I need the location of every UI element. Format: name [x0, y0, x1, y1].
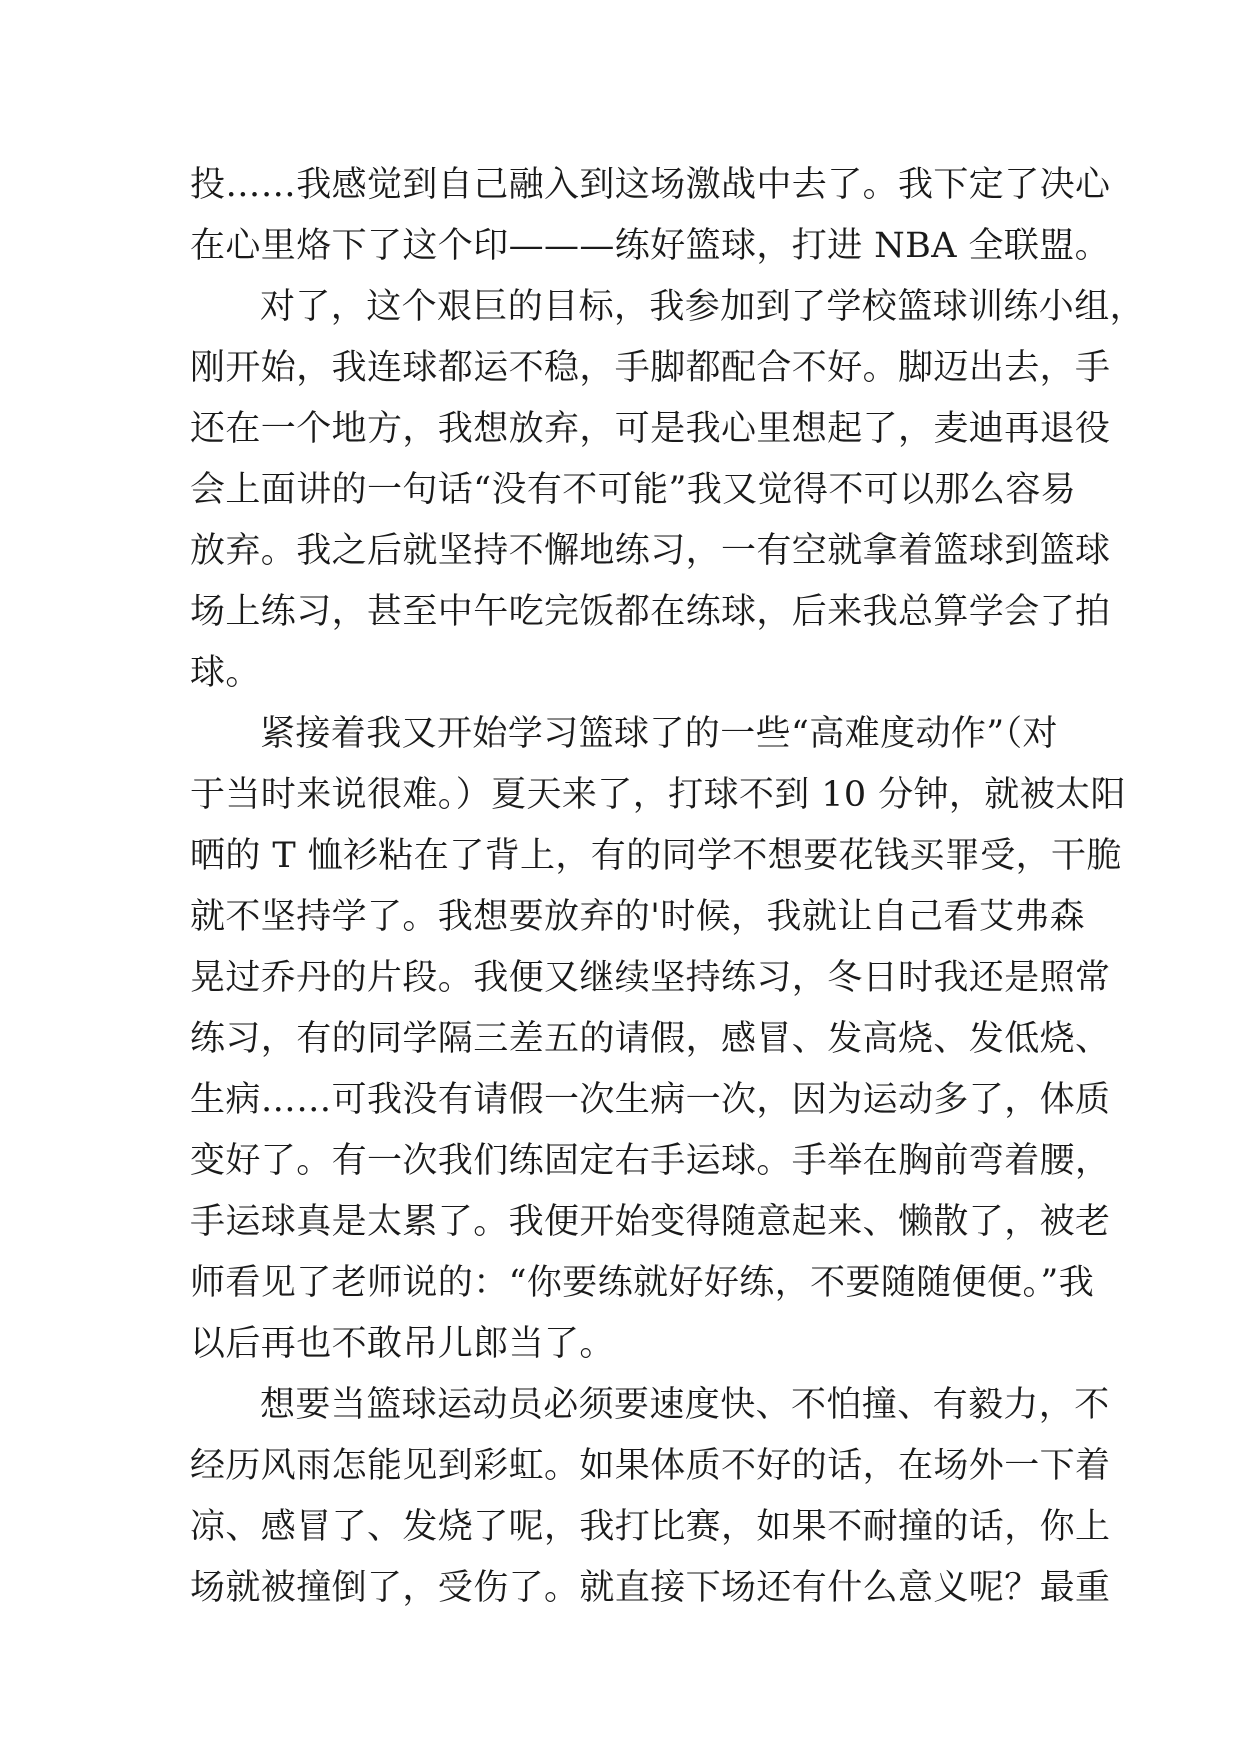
document-body [190, 155, 1146, 1619]
text-line: 场就被撞倒了，受伤了。就直接下场还有什么意义呢？最重 [190, 1568, 1111, 1608]
text-line: 还在一个地方，我想放弃，可是我心里想起了，麦迪再退役 [190, 409, 1111, 449]
text-line: 经历风雨怎能见到彩虹。如果体质不好的话，在场外一下着 [190, 1446, 1111, 1486]
text-line: 放弃。我之后就坚持不懈地练习，一有空就拿着篮球到篮球 [190, 531, 1111, 571]
text-line: 就不坚持学了。我想要放弃的'时候，我就让自己看艾弗森 [190, 897, 1086, 937]
text-line: 师看见了老师说的：“你要练就好好练，不要随随便便。”我 [190, 1263, 1095, 1303]
paragraph-first-line: 对了，这个艰巨的目标，我参加到了学校篮球训练小组， [260, 287, 1146, 327]
text-line: 练习，有的同学隔三差五的请假，感冒、发高烧、发低烧、 [190, 1019, 1111, 1059]
text-line: 手运球真是太累了。我便开始变得随意起来、懒散了，被老 [190, 1202, 1111, 1242]
text-line: 会上面讲的一句话“没有不可能”我又觉得不可以那么容易 [190, 470, 1077, 510]
text-line: 球。 [190, 653, 261, 693]
paragraph-first-line: 想要当篮球运动员必须要速度快、不怕撞、有毅力，不 [260, 1385, 1110, 1425]
text-line: 在心里烙下了这个印———练好篮球，打进 NBA 全联盟。 [190, 226, 1111, 266]
text-line: 晃过乔丹的片段。我便又继续坚持练习，冬日时我还是照常 [190, 958, 1111, 998]
text-line: 凉、感冒了、发烧了呢，我打比赛，如果不耐撞的话，你上 [190, 1507, 1111, 1547]
text-line: 投……我感觉到自己融入到这场激战中去了。我下定了决心 [190, 165, 1111, 205]
text-line: 晒的 T 恤衫粘在了背上，有的同学不想要花钱买罪受，干脆 [190, 836, 1122, 876]
text-line: 于当时来说很难。）夏天来了，打球不到 10 分钟，就被太阳 [190, 775, 1126, 815]
text-line: 生病……可我没有请假一次生病一次，因为运动多了，体质 [190, 1080, 1111, 1120]
text-line: 以后再也不敢吊儿郎当了。 [190, 1324, 615, 1364]
paragraph-first-line: 紧接着我又开始学习篮球了的一些“高难度动作”（对 [260, 714, 1058, 754]
text-line: 场上练习，甚至中午吃完饭都在练球，后来我总算学会了拍 [190, 592, 1111, 632]
text-line: 刚开始，我连球都运不稳，手脚都配合不好。脚迈出去，手 [190, 348, 1111, 388]
text-line: 变好了。有一次我们练固定右手运球。手举在胸前弯着腰， [190, 1141, 1111, 1181]
